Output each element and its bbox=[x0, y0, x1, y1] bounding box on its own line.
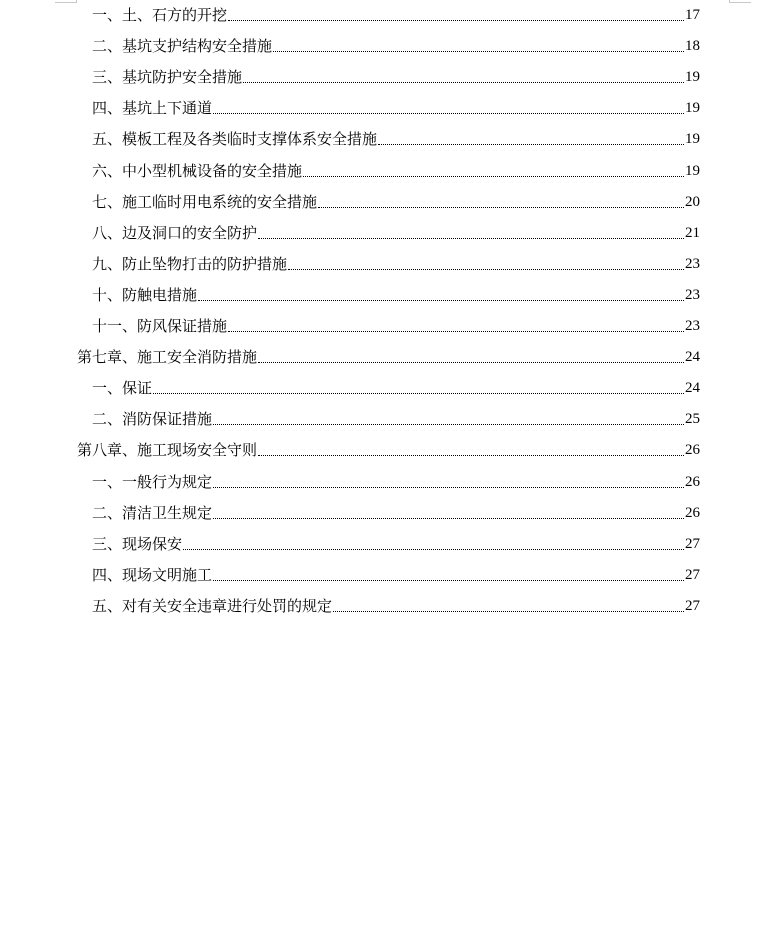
toc-dot-leader bbox=[213, 112, 684, 114]
toc-dot-leader bbox=[303, 175, 684, 177]
toc-entry-title: 三、基坑防护安全措施 bbox=[92, 68, 243, 87]
toc-entry[interactable] bbox=[92, 157, 700, 181]
toc-entry-page-number: 19 bbox=[685, 100, 700, 117]
crop-mark-right bbox=[729, 0, 751, 3]
toc-entry[interactable] bbox=[92, 125, 700, 149]
toc-entry[interactable] bbox=[92, 250, 700, 274]
toc-entry-page-number: 26 bbox=[685, 442, 700, 459]
toc-entry-title: 一、一般行为规定 bbox=[92, 472, 213, 491]
toc-entry-title: 第八章、施工现场安全守则 bbox=[77, 441, 258, 460]
toc-entry[interactable] bbox=[92, 530, 700, 554]
toc-dot-leader bbox=[258, 237, 684, 239]
toc-entry-title: 六、中小型机械设备的安全措施 bbox=[92, 161, 303, 180]
toc-entry-title: 五、对有关安全违章进行处罚的规定 bbox=[92, 596, 333, 615]
toc-entry[interactable] bbox=[92, 94, 700, 118]
toc-entry-title: 二、清洁卫生规定 bbox=[92, 503, 213, 522]
toc-entry[interactable] bbox=[77, 436, 700, 460]
toc-entry[interactable] bbox=[92, 1, 700, 25]
toc-entry-page-number: 17 bbox=[685, 7, 700, 23]
toc-entry-title: 三、现场保安 bbox=[92, 534, 183, 553]
toc-entry[interactable] bbox=[92, 32, 700, 56]
toc-entry-title: 第七章、施工安全消防措施 bbox=[77, 348, 258, 367]
toc-entry-page-number: 20 bbox=[685, 193, 700, 210]
toc-entry-title: 七、施工临时用电系统的安全措施 bbox=[92, 192, 318, 211]
toc-entry[interactable] bbox=[92, 561, 700, 585]
toc-dot-leader bbox=[378, 143, 684, 145]
crop-mark-left bbox=[55, 0, 77, 3]
toc-entry-title: 四、现场文明施工 bbox=[92, 565, 213, 584]
toc-entry[interactable] bbox=[92, 592, 700, 616]
toc-dot-leader bbox=[213, 423, 684, 425]
toc-entry-title: 二、消防保证措施 bbox=[92, 410, 213, 429]
toc-dot-leader bbox=[258, 454, 684, 456]
toc-entry-page-number: 19 bbox=[685, 162, 700, 179]
toc-entry[interactable] bbox=[92, 63, 700, 87]
toc-entry[interactable] bbox=[92, 281, 700, 305]
toc-dot-leader bbox=[318, 206, 684, 208]
toc-dot-leader bbox=[198, 299, 684, 301]
toc-entry-title: 二、基坑支护结构安全措施 bbox=[92, 37, 273, 56]
toc-dot-leader bbox=[213, 517, 684, 519]
toc-entry-title: 八、边及洞口的安全防护 bbox=[92, 223, 258, 242]
toc-entry-title: 一、土、石方的开挖 bbox=[92, 6, 228, 24]
toc-dot-leader bbox=[213, 486, 684, 488]
toc-dot-leader bbox=[273, 50, 684, 52]
toc-entry-page-number: 24 bbox=[685, 380, 700, 397]
toc-entry-page-number: 19 bbox=[685, 131, 700, 148]
toc-dot-leader bbox=[153, 392, 684, 394]
toc-entry[interactable] bbox=[92, 468, 700, 492]
toc-entry-page-number: 27 bbox=[685, 597, 700, 614]
toc-entry-page-number: 26 bbox=[685, 473, 700, 490]
toc-entry-page-number: 26 bbox=[685, 504, 700, 521]
toc-entry-page-number: 27 bbox=[685, 566, 700, 583]
toc-entry-title: 四、基坑上下通道 bbox=[92, 99, 213, 118]
toc-dot-leader bbox=[228, 19, 684, 21]
toc-dot-leader bbox=[288, 268, 684, 270]
toc-entry-title: 九、防止坠物打击的防护措施 bbox=[92, 254, 288, 273]
toc-entry-page-number: 18 bbox=[685, 38, 700, 55]
toc-dot-leader bbox=[213, 579, 684, 581]
toc-entry[interactable] bbox=[92, 219, 700, 243]
toc-entry-page-number: 21 bbox=[685, 224, 700, 241]
toc-entry-title: 一、保证 bbox=[92, 379, 153, 398]
toc-entry[interactable] bbox=[92, 499, 700, 523]
toc-entry[interactable] bbox=[92, 188, 700, 212]
toc-entry[interactable] bbox=[92, 405, 700, 429]
toc-entry[interactable] bbox=[92, 312, 700, 336]
toc-dot-leader bbox=[228, 330, 684, 332]
toc-dot-leader bbox=[243, 81, 684, 83]
toc-entry-page-number: 23 bbox=[685, 286, 700, 303]
toc-dot-leader bbox=[183, 548, 684, 550]
toc-entry-title: 十、防触电措施 bbox=[92, 285, 198, 304]
toc-entry-title: 十一、防风保证措施 bbox=[92, 317, 228, 335]
toc-entry-page-number: 25 bbox=[685, 411, 700, 428]
toc-entry-page-number: 23 bbox=[685, 318, 700, 334]
toc-entry-page-number: 27 bbox=[685, 535, 700, 552]
toc-entry-title: 五、模板工程及各类临时支撑体系安全措施 bbox=[92, 130, 378, 149]
toc-entry-page-number: 24 bbox=[685, 349, 700, 366]
toc-entry-page-number: 19 bbox=[685, 69, 700, 86]
toc-entry[interactable] bbox=[77, 343, 700, 367]
toc-dot-leader bbox=[333, 610, 684, 612]
toc-dot-leader bbox=[258, 361, 684, 363]
toc-entry[interactable] bbox=[92, 374, 700, 398]
toc-entry-page-number: 23 bbox=[685, 255, 700, 272]
